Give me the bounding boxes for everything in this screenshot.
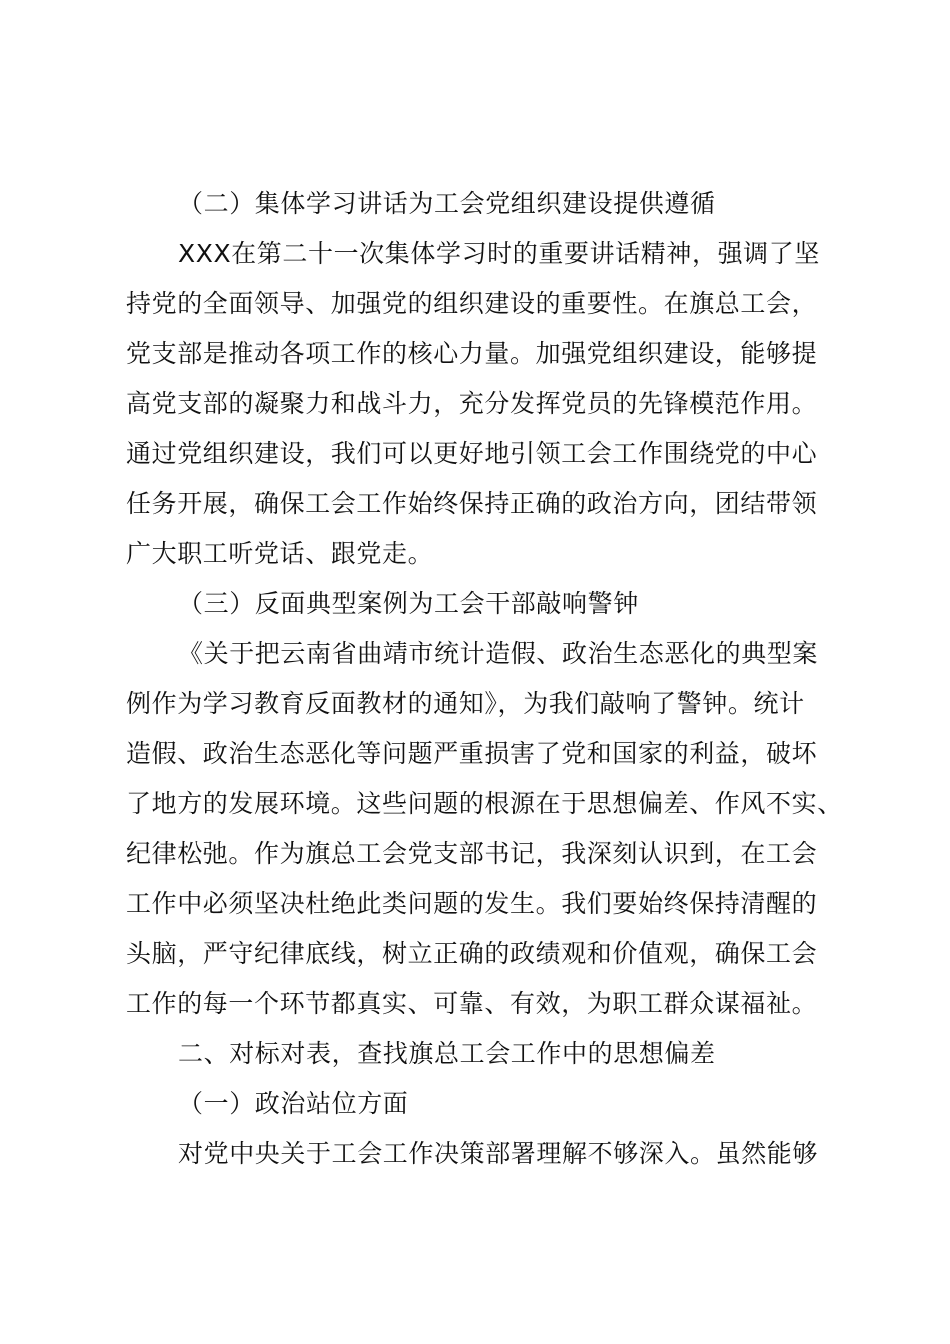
paragraph-line: 头脑，严守纪律底线，树立正确的政绩观和价值观，确保工会: [126, 939, 818, 968]
paragraph-line: 对党中央关于工会工作决策部署理解不够深入。虽然能够: [178, 1139, 819, 1168]
paragraph-line: 持党的全面领导、加强党的组织建设的重要性。在旗总工会，: [126, 289, 818, 318]
paragraph-line: 造假、政治生态恶化等问题严重损害了党和国家的利益，破坏: [126, 739, 818, 768]
paragraph-line: 通过党组织建设，我们可以更好地引领工会工作围绕党的中心: [126, 439, 818, 468]
paragraph-line: 高党支部的凝聚力和战斗力，充分发挥党员的先锋模范作用。: [126, 389, 818, 418]
paragraph-line: 例作为学习教育反面教材的通知》，为我们敲响了警钟。统计: [126, 689, 805, 718]
paragraph-line: 工作的每一个环节都真实、可靠、有效，为职工群众谋福祉。: [126, 989, 818, 1018]
paragraph-line: 广大职工听党话、跟党走。: [126, 539, 434, 568]
paragraph-line: 任务开展，确保工会工作始终保持正确的政治方向，团结带领: [126, 489, 818, 518]
paragraph-line: 了地方的发展环境。这些问题的根源在于思想偏差、作风不实、: [126, 789, 843, 818]
section-heading-2: （二）集体学习讲话为工会党组织建设提供遵循: [178, 189, 716, 218]
paragraph-line: 纪律松弛。作为旗总工会党支部书记，我深刻认识到，在工会: [126, 839, 818, 868]
subsection-heading-1: （一）政治站位方面: [178, 1089, 409, 1118]
paragraph-line: 《关于把云南省曲靖市统计造假、政治生态恶化的典型案: [178, 639, 819, 668]
paragraph-line: XXX在第二十一次集体学习时的重要讲话精神，强调了坚: [178, 239, 820, 268]
paragraph-line: 党支部是推动各项工作的核心力量。加强党组织建设，能够提: [126, 339, 818, 368]
paragraph-line: 工作中必须坚决杜绝此类问题的发生。我们要始终保持清醒的: [126, 889, 818, 918]
chapter-heading: 二、对标对表，查找旗总工会工作中的思想偏差: [178, 1039, 716, 1068]
section-heading-3: （三）反面典型案例为工会干部敲响警钟: [178, 589, 639, 618]
